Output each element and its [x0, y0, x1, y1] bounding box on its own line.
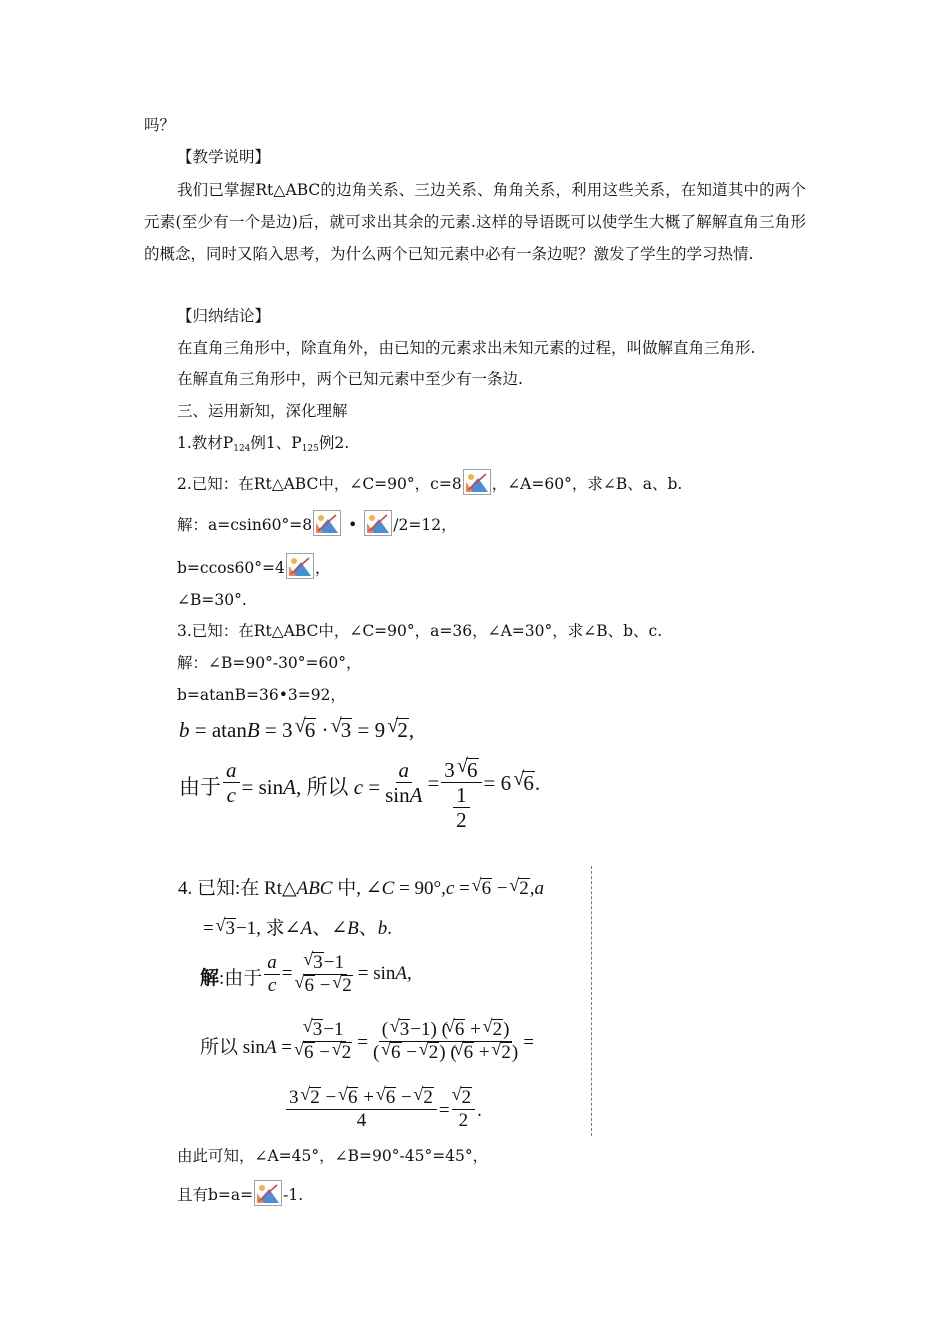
sqrt: √ 2: [341, 1042, 353, 1063]
image-border: [591, 866, 592, 1136]
math-text: =: [203, 918, 214, 939]
text-span: ，: [314, 559, 331, 577]
math-text: −: [496, 878, 508, 899]
text-line: [177, 433, 349, 459]
numerator: [286, 1087, 437, 1110]
text-line: 在直角三角形中，除直角外，由已知的元素求出未知元素的过程，叫做解直角三角形.: [177, 339, 756, 357]
math-text: 所以 sin: [200, 1037, 265, 1058]
example-4-solution-2: [200, 1019, 534, 1064]
math-var: A: [264, 1037, 277, 1058]
text-span: ，∠A=60°，求∠B、a、b.: [491, 475, 683, 493]
sqrt: √ 2: [422, 1087, 434, 1108]
math-text: = 90°,: [394, 878, 446, 899]
text-line: [177, 469, 682, 495]
sqrt: √ 6: [304, 975, 316, 996]
sqrt: √ 6: [481, 878, 493, 899]
math-var: b: [377, 918, 388, 939]
numerator: a: [223, 758, 240, 783]
text-span: 例1、P: [250, 434, 302, 452]
math-var: C: [381, 878, 395, 899]
math-var: A: [409, 783, 423, 808]
broken-image-icon: [364, 510, 392, 536]
math-var: c: [445, 878, 455, 899]
fraction: [453, 783, 470, 832]
text-span: 1.教材P: [177, 434, 234, 452]
math-text: =: [427, 771, 440, 795]
math-var: a: [534, 878, 545, 899]
text-line: [177, 510, 457, 536]
sqrt: √ 3: [312, 1019, 324, 1040]
denominator: [294, 1042, 355, 1064]
fraction: [286, 1087, 437, 1132]
text-span: 且有b=a=: [177, 1186, 254, 1204]
example-4-statement-cont: [203, 916, 392, 942]
math-text: .: [534, 771, 541, 795]
denominator: [382, 783, 425, 807]
math-text: .: [387, 918, 393, 939]
math-text: 3: [444, 758, 455, 782]
denominator: c: [267, 974, 277, 996]
math-text: +: [363, 1087, 374, 1108]
equation-b-atanB: [179, 715, 414, 745]
broken-image-icon: [313, 510, 341, 536]
math-text: 3: [289, 1087, 299, 1108]
sqrt: √ 2: [396, 718, 409, 741]
math-text: 、: [358, 918, 378, 939]
math-text: =: [438, 1100, 450, 1121]
math-text: [200, 1032, 292, 1059]
fraction: [452, 1087, 476, 1132]
fraction: [295, 952, 356, 997]
sqrt: √ 6: [466, 758, 479, 781]
text-line: 在解直角三角形中，两个已知元素中至少有一条边.: [177, 370, 523, 388]
math-text: −: [400, 1087, 412, 1108]
text-span: •: [348, 516, 358, 534]
math-text: = 6: [483, 771, 512, 795]
math-text: (: [381, 1019, 393, 1040]
math-text: −1: [323, 952, 344, 973]
math-text: =: [523, 1032, 534, 1053]
math-text: 解: [200, 968, 220, 989]
math-text: [484, 771, 541, 796]
denominator: ( √ 6 − √ 2) (√ 6 + √ 2): [370, 1042, 521, 1064]
sqrt: √ 2: [428, 1042, 440, 1063]
math-text: [242, 771, 381, 801]
math-text: [358, 963, 412, 985]
math-text: :由于: [219, 968, 263, 989]
equation-c-value: [179, 760, 540, 832]
math-var: A: [283, 775, 296, 799]
math-var: B: [246, 718, 260, 742]
sqrt: √ 2: [492, 1019, 504, 1040]
text-span: /2=12，: [393, 516, 457, 534]
sqrt: √ 3: [312, 952, 324, 973]
math-var: A: [300, 918, 313, 939]
math-text: =: [281, 963, 293, 984]
fraction: [441, 758, 481, 832]
math-text: −1: [323, 1019, 344, 1040]
text-line: [177, 553, 330, 579]
section-heading-practice: 三、运用新知，深化理解: [177, 402, 348, 420]
text-span: 解：a=csin60°=8: [177, 516, 313, 534]
sqrt: √ 6: [454, 1019, 466, 1040]
section-heading-conclusion: 【归纳结论】: [177, 307, 271, 325]
text-line: 3.已知：在Rt△ABC中，∠C=90°，a=36，∠A=30°，求∠B、b、c.: [177, 622, 663, 640]
math-text: = sin: [357, 963, 396, 984]
numerator: [452, 1087, 476, 1110]
sqrt: √ 6: [385, 1087, 397, 1108]
math-text: ·: [321, 718, 329, 742]
math-text: ,: [406, 963, 412, 984]
text-span: -1.: [283, 1186, 304, 1204]
example-4-statement: [178, 876, 544, 902]
math-text: ,: [529, 878, 535, 899]
math-var: c: [353, 775, 364, 799]
example-4-solution-3: [284, 1087, 482, 1132]
text-span: b=ccos60°=4: [177, 559, 285, 577]
math-text: =: [368, 775, 381, 799]
text-line: 由此可知，∠A=45°，∠B=90°-45°=45°，: [177, 1147, 489, 1165]
numerator: a: [264, 952, 280, 975]
math-text: = 3: [264, 718, 293, 742]
math-text: −1) (: [410, 1019, 448, 1040]
math-text: +: [470, 1019, 481, 1040]
math-text: = 9: [357, 718, 386, 742]
broken-image-icon: [254, 1180, 282, 1206]
math-text: 由于: [179, 775, 221, 799]
math-text: −: [406, 1041, 417, 1063]
sqrt: √ 2: [518, 878, 530, 899]
numerator: a: [396, 758, 413, 783]
math-text: tan: [221, 718, 247, 742]
subscript: 125: [301, 444, 319, 454]
text-line: ∠B=30°.: [177, 591, 247, 609]
fraction: [223, 758, 240, 807]
sqrt: √ 2: [309, 1087, 321, 1108]
fraction: [370, 1019, 521, 1064]
math-text: 、∠: [312, 918, 348, 939]
numerator: 1: [453, 783, 470, 808]
sqrt: √ 6: [463, 1042, 475, 1063]
math-text: ): [439, 1041, 446, 1063]
fraction: [382, 758, 425, 807]
paragraph-teaching-notes: 我们已掌握Rt△ABC的边角关系、三边关系、角角关系，利用这些关系，在知道其中的两个元素(至少有一个是边)后，就可求出其余的元素.这样的导语既可以使学生大概了解解直角三角形的概念，同时又陷入思考，为什么两个已知元素中必有一条边呢？激发了学生的学习热情.: [144, 181, 806, 263]
denominator: 2: [456, 808, 467, 833]
sqrt: √ 6: [390, 1042, 402, 1063]
math-var: b: [179, 718, 190, 742]
math-text: ): [503, 1019, 510, 1040]
denominator: c: [226, 783, 236, 808]
sqrt: √ 6: [347, 1087, 359, 1108]
sqrt: √ 6: [303, 1042, 315, 1063]
broken-image-icon: [463, 469, 491, 495]
math-text: .: [477, 1100, 482, 1121]
sqrt: √ 6: [522, 771, 535, 794]
math-text: 4. 已知:在 Rt△: [178, 878, 297, 899]
fraction: [294, 1019, 355, 1064]
math-var: A: [395, 963, 407, 984]
math-text: −: [319, 974, 331, 996]
numerator: [441, 758, 481, 783]
text-span: 2.已知：在Rt△ABC中，∠C=90°，c=8: [177, 475, 462, 493]
denominator: [295, 975, 356, 997]
math-text: −: [319, 1041, 330, 1063]
text-line: 吗？: [144, 116, 176, 134]
denominator: 4: [356, 1109, 367, 1131]
math-text: =: [281, 1037, 293, 1058]
math-text: sin: [385, 783, 410, 808]
math-text: , 所以: [295, 775, 349, 799]
broken-image-icon: [286, 553, 314, 579]
math-text: ,: [408, 718, 415, 742]
text-line: 解：∠B=90°-30°=60°，: [177, 654, 362, 672]
example-4-solution-1: [200, 952, 412, 997]
denominator: [448, 783, 475, 832]
math-text: = a: [194, 718, 222, 742]
sqrt: √ 2: [461, 1087, 473, 1108]
text-line: b=atanB=36•3=92，: [177, 686, 346, 704]
math-text: −: [325, 1087, 337, 1108]
sqrt: √ 6: [304, 718, 317, 741]
math-var: ABC: [296, 878, 333, 899]
math-text: =: [454, 878, 470, 899]
section-heading-teaching-notes: 【教学说明】: [177, 148, 271, 166]
math-text: =: [357, 1032, 368, 1053]
sqrt: √ 2: [341, 975, 353, 996]
math-var: B: [347, 918, 359, 939]
math-text: 中, ∠: [332, 878, 382, 899]
math-text: −1, 求∠: [235, 918, 301, 939]
fraction: [264, 952, 280, 997]
sqrt: √ 2: [500, 1042, 512, 1063]
math-text: [195, 718, 260, 742]
sqrt: √ 3: [224, 918, 236, 939]
math-text: = sin: [241, 775, 284, 799]
text-line: [177, 1180, 303, 1206]
denominator: 2: [458, 1109, 469, 1131]
sqrt: √ 3: [340, 718, 353, 741]
sqrt: √ 3: [399, 1019, 411, 1040]
subscript: 124: [233, 444, 251, 454]
math-text: (: [372, 1041, 385, 1063]
text-span: 例2.: [318, 434, 350, 452]
math-text: +: [478, 1041, 490, 1063]
math-text: ): [511, 1041, 519, 1063]
